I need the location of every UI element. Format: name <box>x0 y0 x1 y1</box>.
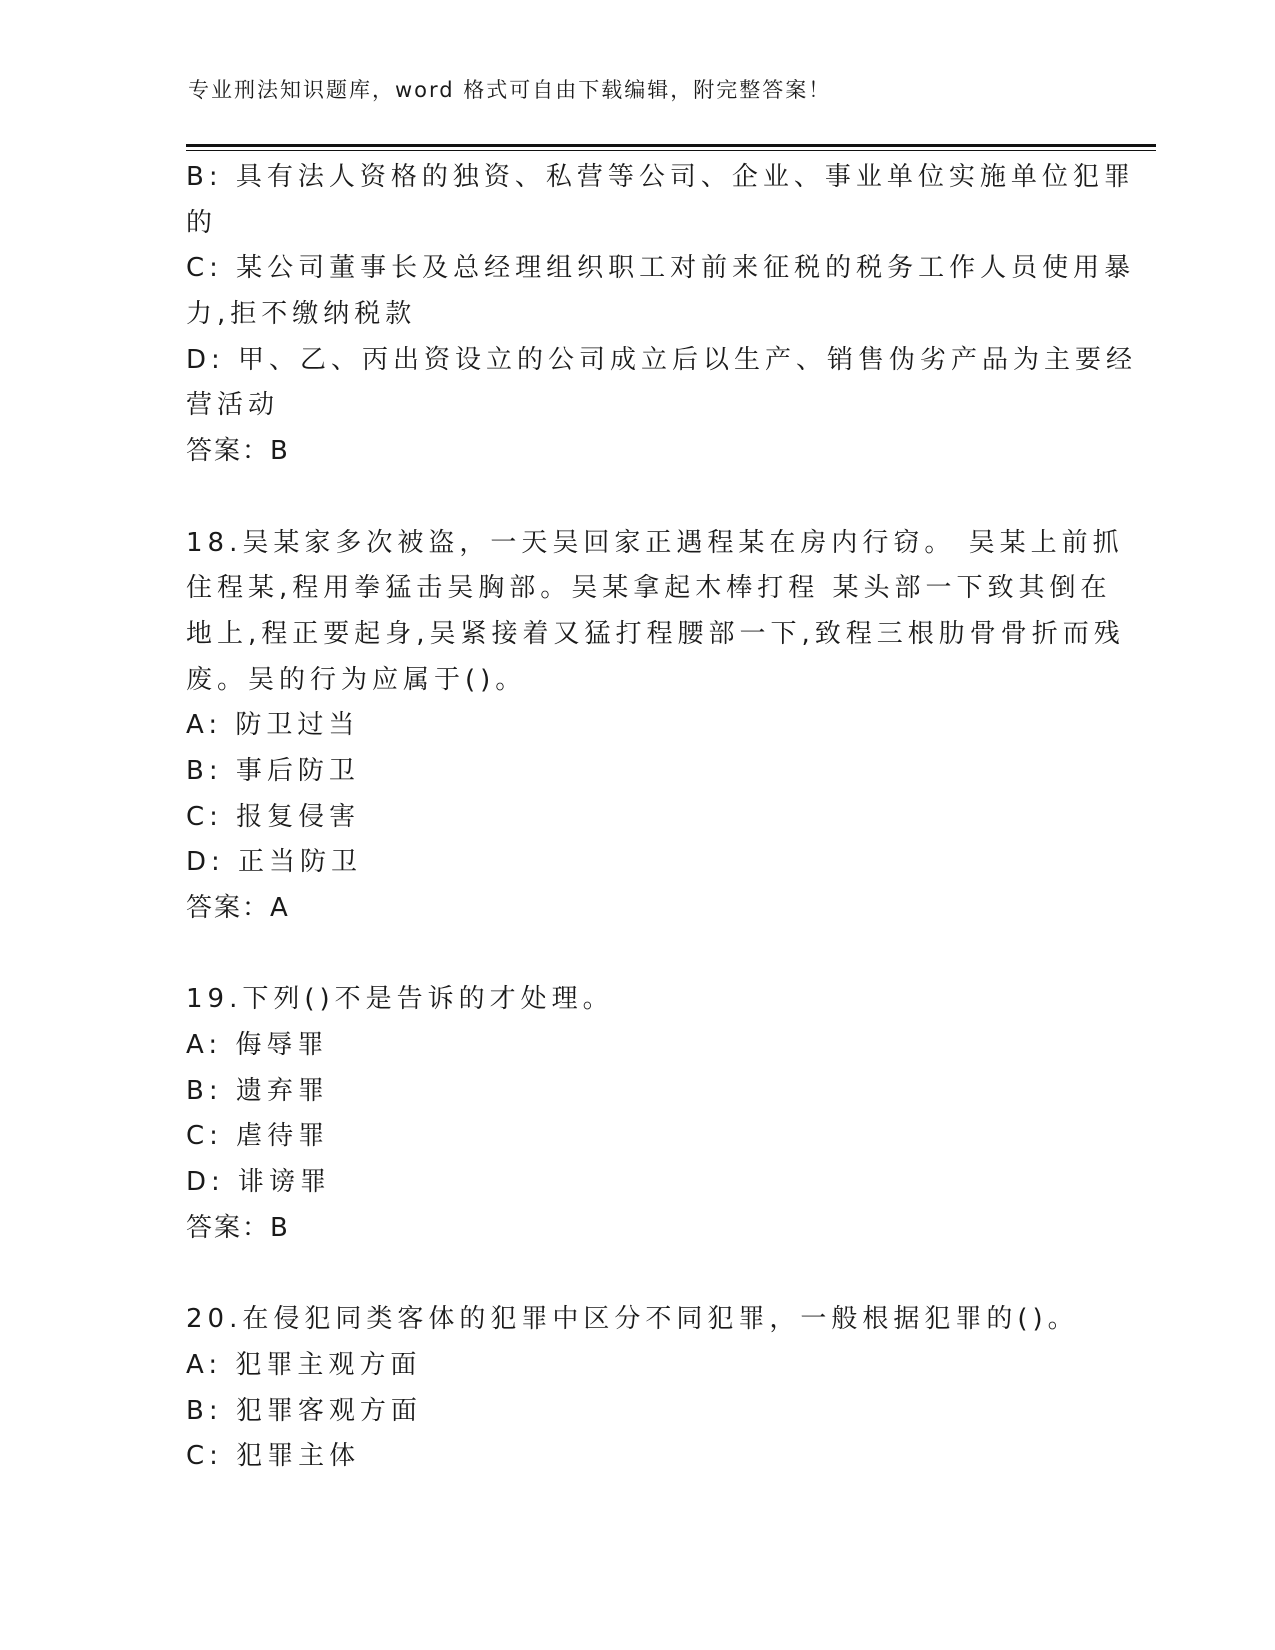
option-b-line-2: 的 <box>186 207 218 238</box>
option-b-line-1: B: 具有法人资格的独资、私营等公司、企业、事业单位实施单位犯罪 <box>186 162 1135 192</box>
q18-stem-line-2: 住程某,程用拳猛击吴胸部。吴某拿起木棒打程 某头部一下致其倒在 <box>186 573 1112 604</box>
answer-label: 答案：B <box>186 436 290 467</box>
spacer <box>186 1252 1086 1298</box>
option-c-line-1: C: 某公司董事长及总经理组织职工对前来征税的税务工作人员使用暴 <box>186 253 1136 284</box>
q20-option-c: C: 犯罪主体 <box>186 1441 361 1472</box>
q20-stem: 20.在侵犯同类客体的犯罪中区分不同犯罪，一般根据犯罪的()。 <box>186 1304 1079 1335</box>
option-c-line-2: 力,拒不缴纳税款 <box>186 299 417 330</box>
q19-option-c: C: 虐待罪 <box>186 1121 330 1152</box>
spacer <box>186 475 1086 521</box>
header-rule-thick <box>186 144 1156 147</box>
header-rule-thin <box>186 150 1156 151</box>
q18-stem-line-1: 18.吴某家多次被盗，一天吴回家正遇程某在房内行窃。 吴某上前抓 <box>186 527 1124 558</box>
q19-stem: 19.下列()不是告诉的才处理。 <box>186 984 614 1015</box>
q18-option-b: B: 事后防卫 <box>186 755 360 786</box>
q18-option-c: C: 报复侵害 <box>186 801 361 832</box>
q19-option-b: B: 遗弃罪 <box>186 1075 329 1106</box>
q18-stem-line-3: 地上,程正要起身,吴紧接着又猛打程腰部一下,致程三根肋骨骨折而残 <box>186 618 1125 649</box>
page-header: 专业刑法知识题库，word 格式可自由下载编辑，附完整答案！ <box>188 78 832 102</box>
option-d-line-1: D: 甲、乙、丙出资设立的公司成立后以生产、销售伪劣产品为主要经 <box>186 344 1138 375</box>
q20-option-b: B: 犯罪客观方面 <box>186 1395 422 1426</box>
q18-option-d: D: 正当防卫 <box>186 847 363 878</box>
q18-answer: 答案：A <box>186 893 290 923</box>
q19-option-a: A: 侮辱罪 <box>186 1030 329 1061</box>
q19-option-d: D: 诽谤罪 <box>186 1167 332 1198</box>
question-content <box>186 155 1138 1480</box>
q19-answer: 答案：B <box>186 1212 290 1243</box>
q18-stem-line-4: 废。吴的行为应属于()。 <box>186 664 527 695</box>
q18-option-a: A: 防卫过当 <box>186 710 360 741</box>
spacer <box>186 932 1086 978</box>
option-d-line-2: 营活动 <box>186 390 280 421</box>
q20-option-a: A: 犯罪主观方面 <box>186 1349 422 1380</box>
